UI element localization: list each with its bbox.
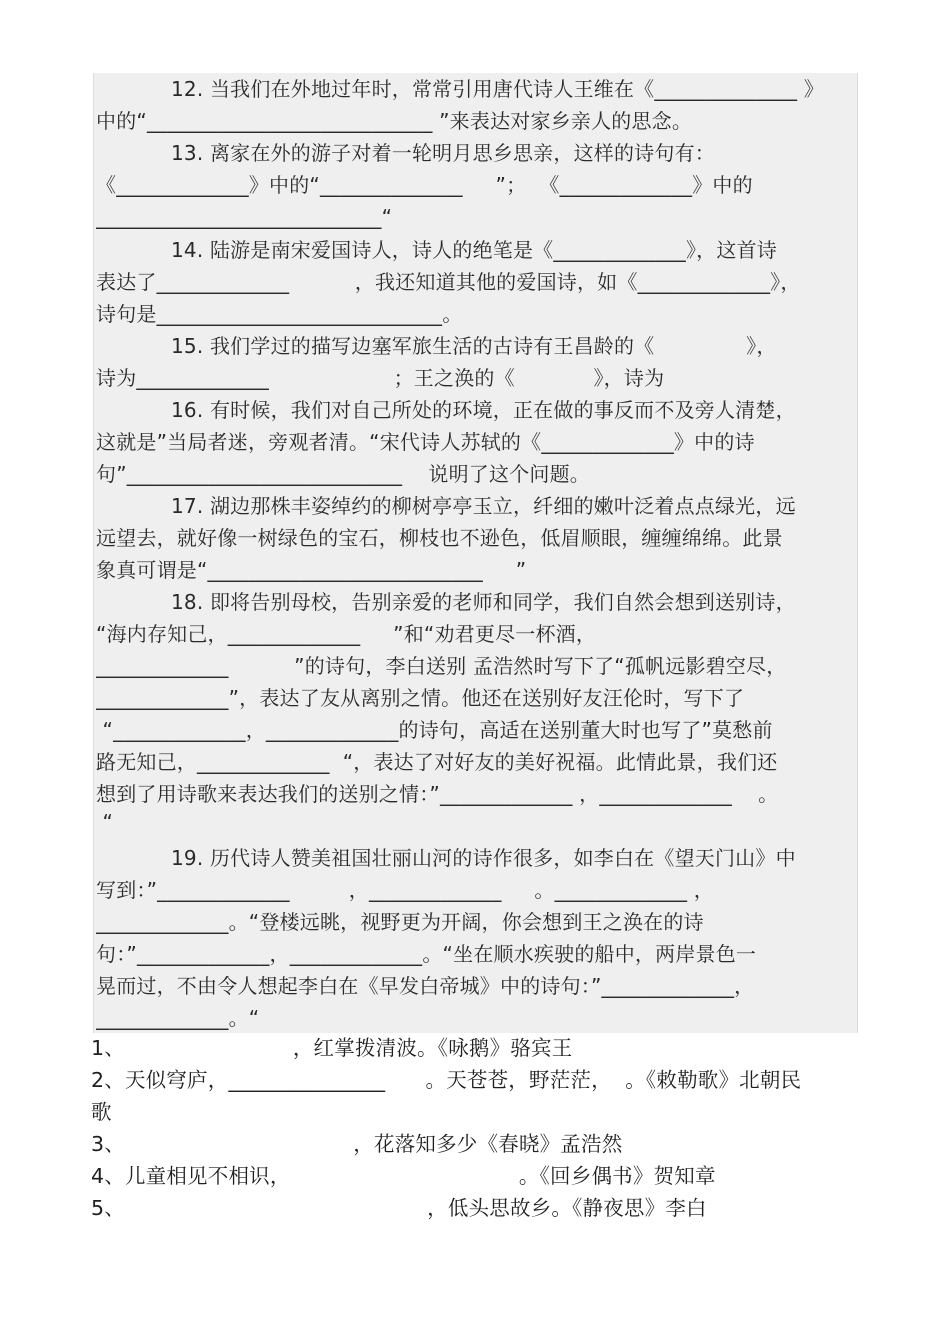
question-18-line-8: “ [96, 810, 114, 834]
poem-item-3: 3、 ，花落知多少《春晓》孟浩然 [91, 1132, 623, 1156]
question-19-line-4: 句：”_____________，_____________。“坐在顺水疾驶的船中，两岸景色一 [96, 942, 757, 966]
question-18-line-2: “海内存知己，_____________ ”和“劝君更尽一杯酒， [96, 622, 597, 646]
question-18-line-7: 想到了用诗歌来表达我们的送别之情：”_____________ ，_____________ 。 [96, 782, 779, 806]
question-18-line-3: _____________ ”的诗句，李白送别 孟浩然时写下了“孤帆远影碧空尽， [96, 654, 787, 678]
question-18-line-6: 路无知己，_____________ “，表达了对好友的美好祝福。此情此景，我们还 [96, 750, 778, 774]
question-15-line-1: 15. 我们学过的描写边塞军旅生活的古诗有王昌龄的《 》， [171, 334, 777, 358]
question-14-line-3: 诗句是____________________________。 [96, 302, 463, 326]
question-19-line-2: 写到：”_____________ ，_____________ 。_____________ ， [96, 878, 714, 902]
question-16-line-3: 句”___________________________ 说明了这个问题。 [96, 462, 590, 486]
poem-item-2: 2、天似穹庐，_______________ 。天苍苍，野茫茫， 。《敕勒歌》北朝民 [91, 1068, 802, 1092]
question-19-line-3: _____________。“登楼远眺，视野更为开阔，你会想到王之涣在的诗 [96, 910, 704, 934]
question-13-line-3: ____________________________“ [96, 205, 393, 229]
question-14-line-2: 表达了_____________ ，我还知道其他的爱国诗，如《_____________》， [96, 270, 801, 294]
poem-item-1: 1、 ，红掌拨清波。《咏鹅》骆宾王 [91, 1036, 573, 1060]
question-19-line-5: 晃而过，不由令人想起李白在《早发白帝城》中的诗句：”_____________， [96, 974, 755, 998]
question-17-line-3: 象真可谓是“___________________________ ” [96, 558, 527, 582]
question-18-line-4: _____________”，表达了友从离别之情。他还在送别好友汪伦时，写下了 [96, 686, 745, 710]
question-14-line-1: 14. 陆游是南宋爱国诗人，诗人的绝笔是《_____________》，这首诗 [171, 238, 777, 262]
question-12-line-1: 12. 当我们在外地过年时，常常引用唐代诗人王维在《______________ 》 [171, 77, 824, 101]
question-19-line-6: _____________。“ [96, 1006, 260, 1030]
question-19-line-1: 19. 历代诗人赞美祖国壮丽山河的诗作很多，如李白在《望天门山》中 [171, 846, 796, 870]
poem-item-4: 4、儿童相见不相识， 。《回乡偶书》贺知章 [91, 1164, 716, 1188]
question-17-line-2: 远望去，就好像一树绿色的宝石，柳枝也不逊色，低眉顺眼，缠缠绵绵。此景 [96, 526, 783, 550]
poem-item-5: 5、 ，低头思故乡。《静夜思》李白 [91, 1196, 707, 1220]
question-16-line-2: 这就是”当局者迷，旁观者清。“宋代诗人苏轼的《_____________》中的诗 [96, 430, 755, 454]
question-17-line-1: 17. 湖边那株丰姿绰约的柳树亭亭玉立，纤细的嫩叶泛着点点绿光，远 [171, 494, 796, 518]
question-12-line-2: 中的“____________________________ ”来表达对家乡亲人的思念。 [96, 109, 693, 133]
question-16-line-1: 16. 有时候，我们对自己所处的环境，正在做的事反而不及旁人清楚， [171, 398, 796, 422]
question-18-line-1: 18. 即将告别母校，告别亲爱的老师和同学，我们自然会想到送别诗， [171, 590, 796, 614]
poem-item-2-continued: 歌 [91, 1100, 112, 1124]
question-18-line-5: “_____________，_____________的诗句，高适在送别董大时也写了”莫愁前 [96, 718, 773, 742]
question-13-line-2: 《_____________》中的“______________ ”； 《_____________》中的 [96, 173, 753, 197]
question-13-line-1: 13. 离家在外的游子对着一轮明月思乡思亲，这样的诗句有： [171, 141, 715, 165]
question-15-line-2: 诗为_____________ ；王之涣的《 》，诗为 [96, 366, 665, 390]
